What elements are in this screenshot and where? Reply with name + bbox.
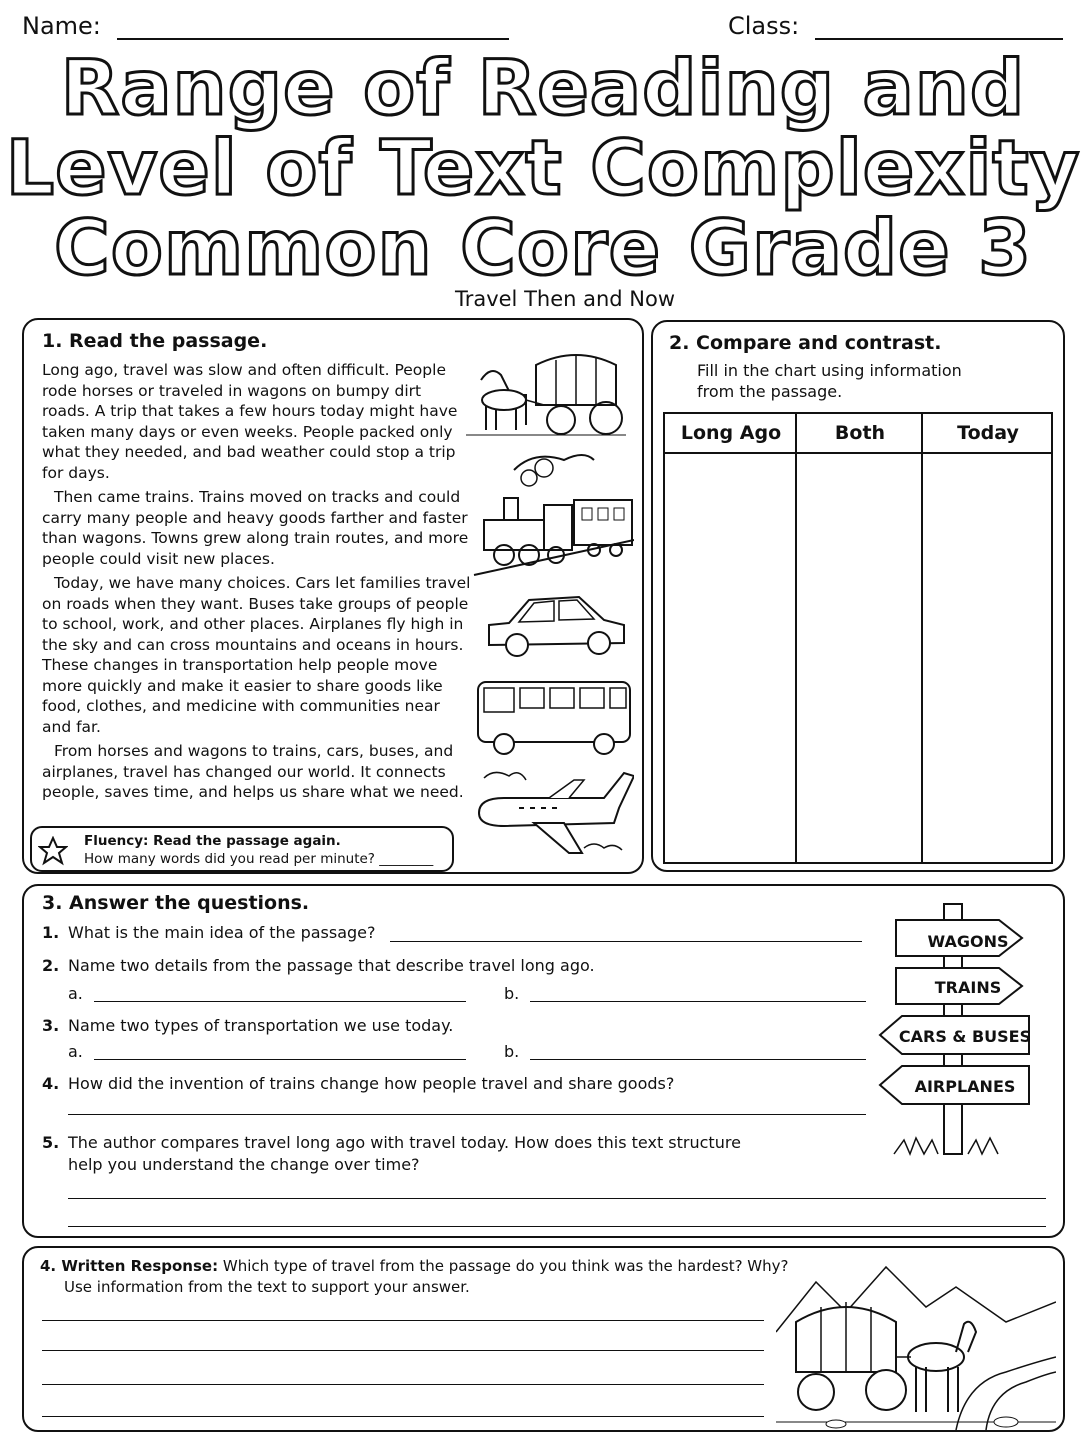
question-number: 2.	[42, 956, 60, 975]
question-5	[42, 1132, 742, 1176]
question-text: Name two details from the passage that describe travel long ago.	[68, 956, 595, 975]
read-passage-panel	[22, 318, 644, 874]
section2-heading: 2. Compare and contrast.	[669, 332, 942, 354]
answer-line-3b[interactable]	[530, 1059, 866, 1060]
airplane-illustration	[464, 768, 634, 863]
question-text: Name two types of transportation we use today.	[68, 1016, 454, 1035]
question-3	[42, 1016, 842, 1035]
section2-instructions: Fill in the chart using information from the passage.	[697, 361, 962, 401]
question-number: 5.	[42, 1133, 60, 1152]
response-line-2[interactable]	[42, 1350, 764, 1351]
title-line-2: Level of Text Complexity	[5, 123, 1081, 212]
car-illustration	[479, 585, 629, 660]
passage-paragraph: Today, we have many choices. Cars let families travel on roads when they want. Buses take groups of people to school, work, and other places. Airplanes fly high in the sky and can cross mountains and oceans in hours. These changes in transportation help people move more quickly and make it easier to share goods like food, clothes, and medicine with communities near and far.	[42, 574, 471, 736]
name-field[interactable]	[117, 12, 509, 40]
questions-panel	[22, 884, 1065, 1238]
question-text: How did the invention of trains change how people travel and share goods?	[68, 1074, 675, 1093]
question-text: What is the main idea of the passage?	[68, 923, 376, 942]
name-label: Name:	[22, 12, 101, 40]
question-number: 1.	[42, 923, 60, 942]
train-illustration	[444, 450, 634, 580]
section4-prompt-2: Use information from the text to support your answer.	[64, 1278, 470, 1296]
compare-chart	[663, 412, 1053, 864]
class-row	[728, 12, 1063, 40]
section3-heading: 3. Answer the questions.	[42, 892, 310, 914]
answer-line-5b[interactable]	[68, 1226, 1046, 1227]
question-text: The author compares travel long ago with travel today. How does this text structure help you understand the change over time?	[68, 1133, 741, 1174]
chart-header-divider	[665, 452, 1051, 454]
column-long-ago[interactable]	[665, 414, 797, 862]
fluency-box	[30, 826, 454, 872]
section1-heading: 1. Read the passage.	[42, 330, 268, 352]
fluency-label: Fluency: Read the passage again.	[84, 833, 341, 849]
question-number: 4.	[42, 1074, 60, 1093]
name-row	[22, 12, 509, 40]
column-both[interactable]	[797, 414, 923, 862]
header-both: Both	[834, 422, 886, 444]
passage-paragraph: Then came trains. Trains moved on tracks and could carry many people and heavy goods farther and faster than wagons. Towns grew along train routes, and more people could visit new places.	[42, 488, 469, 568]
question-4	[42, 1074, 862, 1093]
sign-wagons: WAGONS	[927, 932, 1009, 951]
answer-a-label: a.	[68, 984, 83, 1003]
worksheet-title	[0, 43, 1086, 292]
answer-line-5a[interactable]	[68, 1198, 1046, 1199]
answer-b-label: b.	[504, 984, 520, 1003]
answer-line-2a[interactable]	[94, 1001, 466, 1002]
title-line-3: Common Core Grade 3	[53, 203, 1033, 292]
passage-paragraph: Long ago, travel was slow and often difficult. People rode horses or traveled in wagons on bumpy dirt roads. A trip that takes a few hours today might have taken many days or even weeks. People packed only what they needed, and bad weather could stop a trip for days.	[42, 361, 458, 482]
title-line-1: Range of Reading and	[60, 43, 1026, 132]
sign-cars-buses: CARS & BUSES	[898, 1027, 1032, 1046]
response-line-4[interactable]	[42, 1416, 764, 1417]
compare-contrast-panel	[651, 320, 1065, 872]
passage-text	[42, 360, 472, 807]
header-long-ago: Long Ago	[680, 422, 782, 444]
fluency-question: How many words did you read per minute? ________	[84, 851, 434, 867]
answer-b-label: b.	[504, 1042, 520, 1061]
answer-line-2b[interactable]	[530, 1001, 866, 1002]
section4-prompt: Which type of travel from the passage do you think was the hardest? Why?	[222, 1257, 789, 1275]
horse-wagon-illustration	[466, 350, 626, 450]
question-1	[42, 923, 402, 942]
sign-trains: TRAINS	[934, 978, 1002, 997]
bus-illustration	[474, 678, 634, 758]
response-line-1[interactable]	[42, 1320, 764, 1321]
worksheet-subtitle: Travel Then and Now	[454, 287, 676, 311]
wagon-landscape-illustration	[776, 1262, 1056, 1430]
answer-line-3a[interactable]	[94, 1059, 466, 1060]
response-line-3[interactable]	[42, 1384, 764, 1385]
star-icon	[38, 836, 68, 866]
answer-line-4[interactable]	[68, 1114, 866, 1115]
question-number: 3.	[42, 1016, 60, 1035]
class-field[interactable]	[815, 12, 1063, 40]
written-response-prompt	[40, 1256, 800, 1298]
question-2	[42, 956, 842, 975]
written-response-panel	[22, 1246, 1065, 1432]
section4-heading: 4. Written Response:	[40, 1257, 219, 1275]
passage-paragraph: From horses and wagons to trains, cars, buses, and airplanes, travel has changed our world. It connects people, saves time, and helps us share what we need.	[42, 742, 464, 801]
class-label: Class:	[728, 12, 800, 40]
sign-airplanes: AIRPLANES	[914, 1077, 1016, 1096]
answer-line-1[interactable]	[390, 941, 862, 942]
header-today: Today	[957, 422, 1019, 444]
answer-a-label: a.	[68, 1042, 83, 1061]
